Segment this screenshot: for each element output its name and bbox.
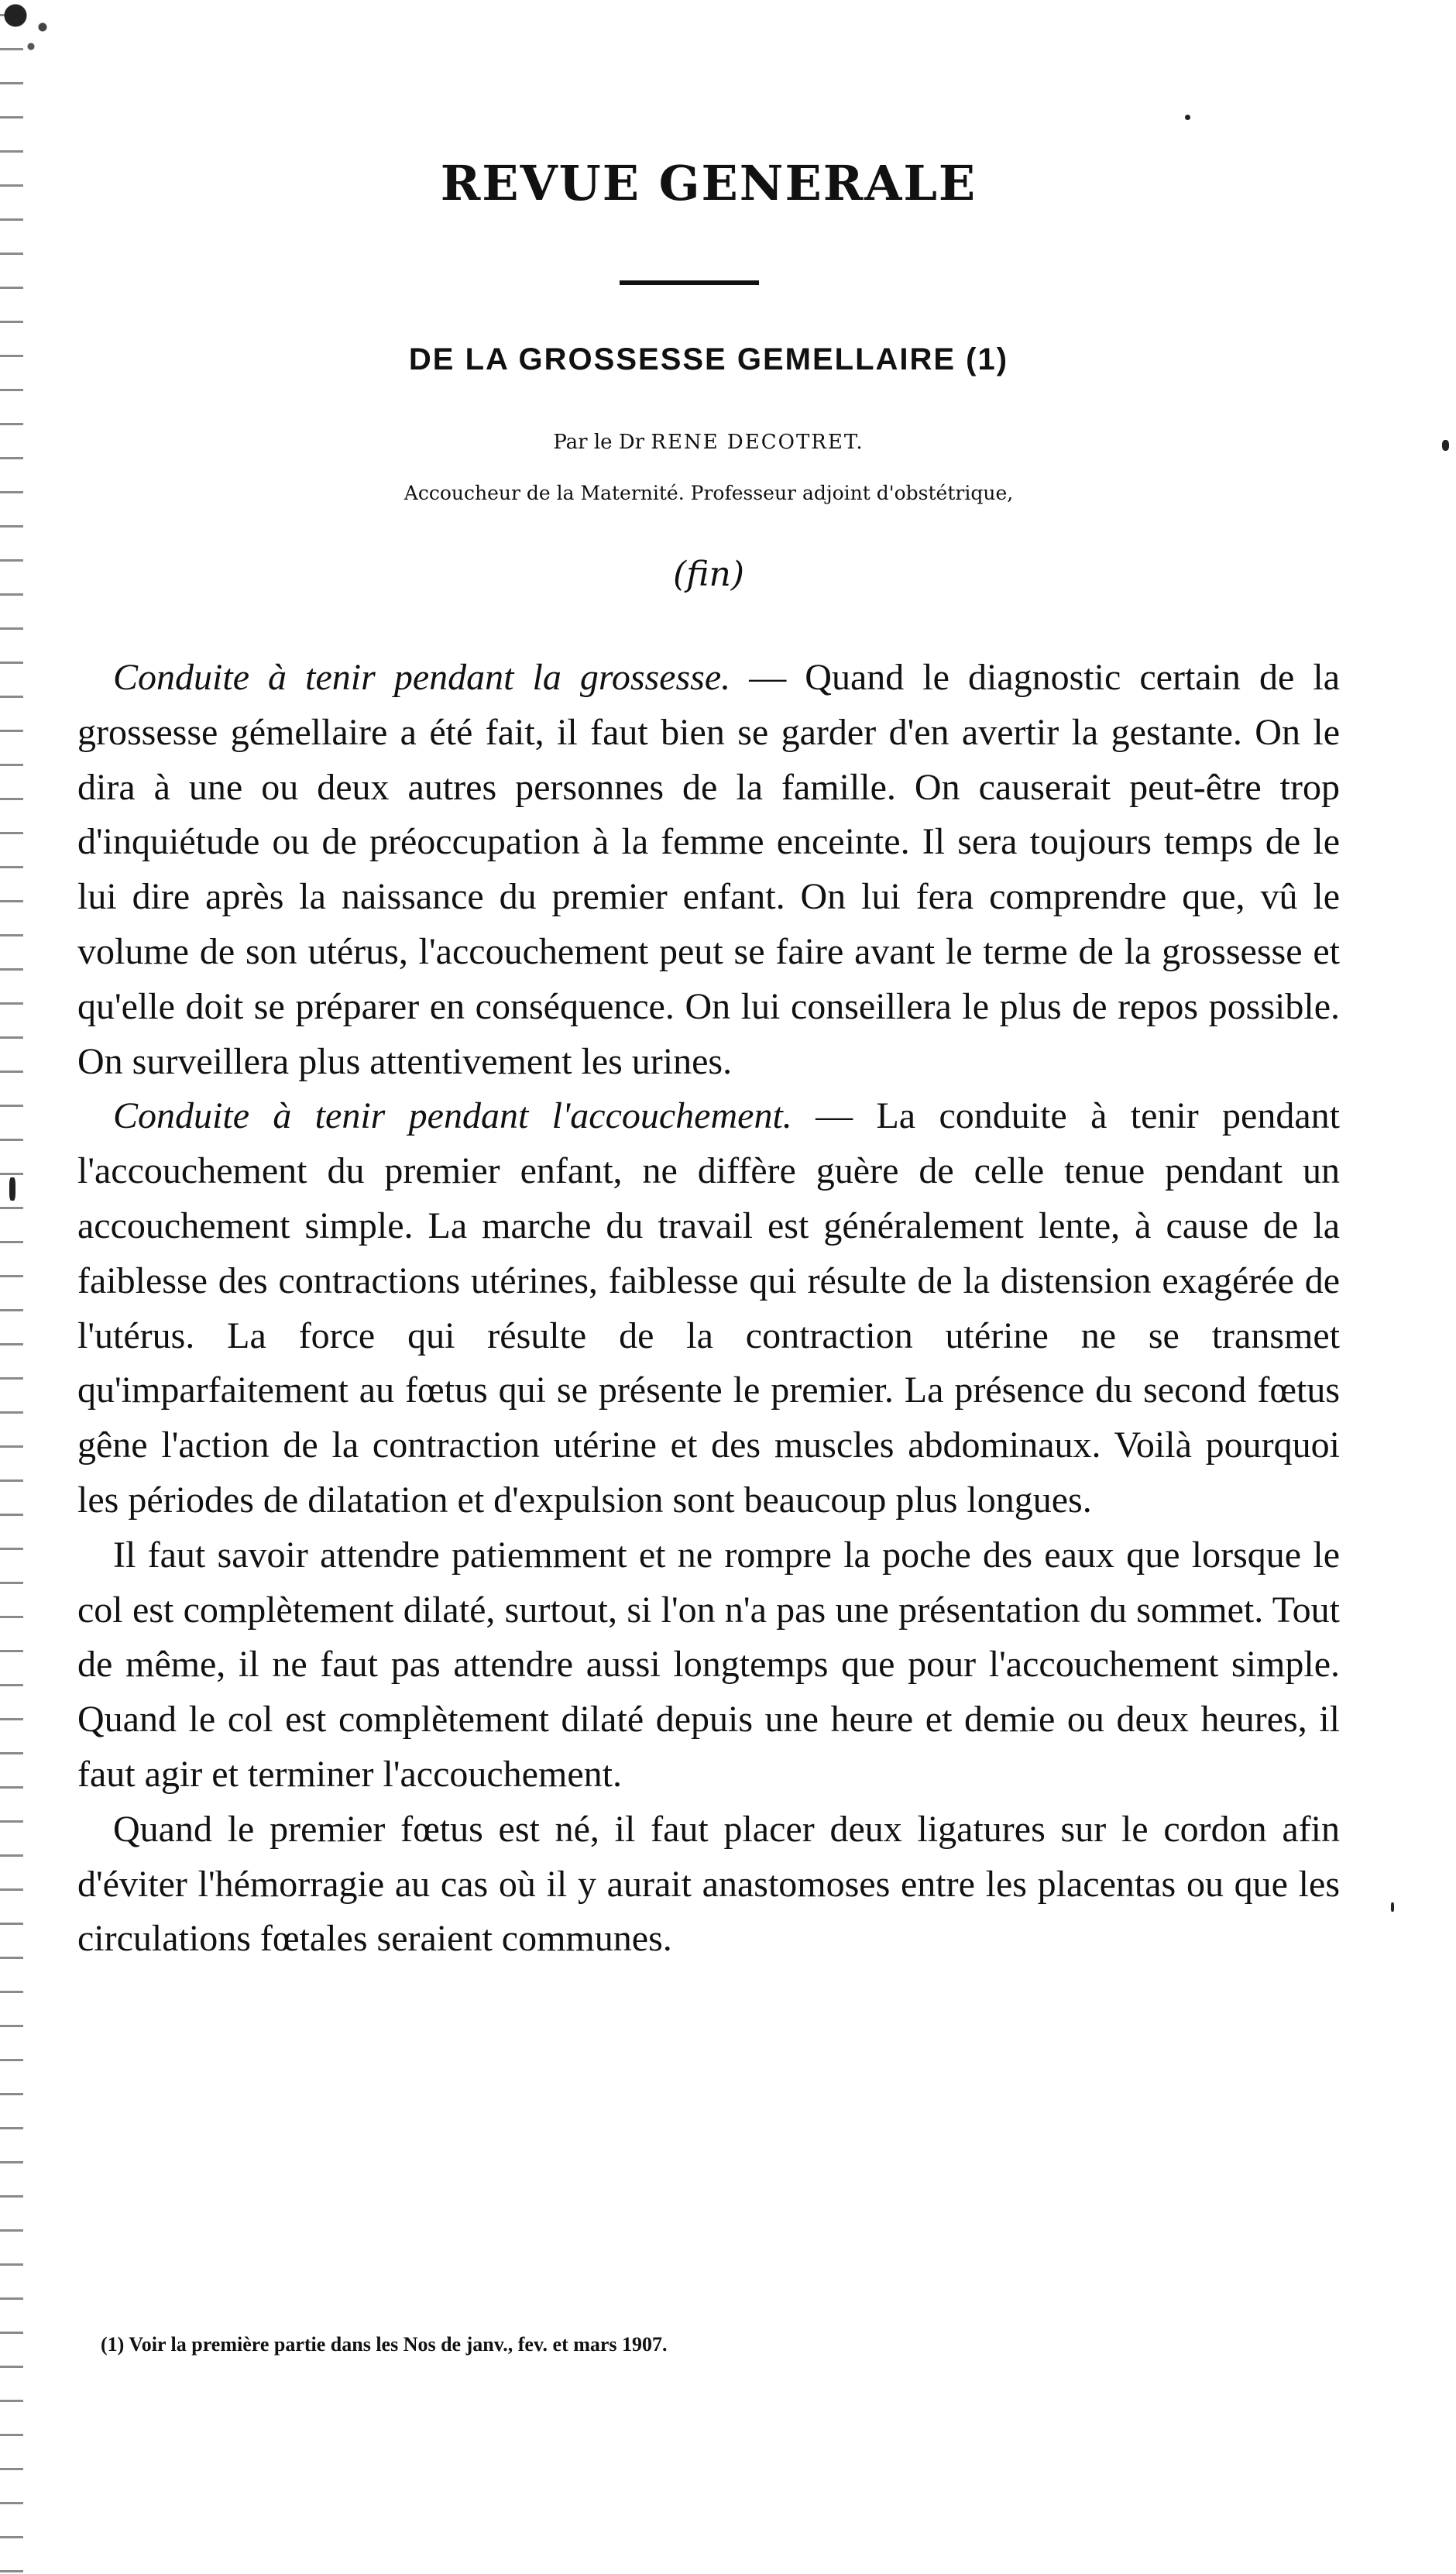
scan-corner-artifact (0, 0, 70, 70)
paragraph-waiting (77, 1528, 1340, 1802)
paragraph-pregnancy (77, 651, 1340, 1089)
paragraph-ligatures (77, 1802, 1340, 1967)
footnote: (1) Voir la première partie dans les Nos de janv., fev. et mars 1907. (101, 2333, 668, 2356)
scan-speck (1185, 115, 1190, 120)
continuation-marker (77, 555, 1340, 594)
section-heading-pregnancy: Conduite à tenir pendant la grossesse. (113, 657, 731, 698)
scan-speck (9, 1177, 15, 1201)
scan-edge-shadow (0, 0, 23, 2574)
paragraph-text: Il faut savoir attendre patiemment et ne rompre la poche des eaux que lorsque le col est complètement dilaté, surtout, si l'on n'a pas une présentation du sommet. Tout de même, il ne faut pas attendre aussi longtemps que pour l'accouchement simple. Quand le col est complètement dilaté depuis une heure et demie ou deux heures, il faut agir et terminer l'accouchement. (77, 1534, 1340, 1795)
paragraph-text: Quand le premier fœtus est né, il faut placer deux ligatures sur le cordon afin d'éviter l'hémorragie au cas où il y aurait anastomoses entre les placentas ou que les circulations fœtales seraient communes. (77, 1808, 1340, 1960)
section-heading-delivery: Conduite à tenir pendant l'accouchement. (113, 1095, 792, 1137)
article-title: DE LA GROSSESSE GEMELLAIRE (1) (408, 342, 1009, 376)
author-affiliation: Accoucheur de la Maternité. Professeur adjoint d'obstétrique, (403, 482, 1014, 504)
scan-speck (1391, 1902, 1394, 1912)
paragraph-delivery (77, 1089, 1340, 1528)
title-rule (620, 280, 759, 285)
paragraph-text: — Quand le diagnostic certain de la grossesse gémellaire a été fait, il faut bien se garder d'en avertir la gestante. On le dira à une ou deux autres personnes de la famille. On causerait peut-être trop d'inquiétude ou de préoccupation à la femme enceinte. Il sera toujours temps de le lui dire après la naissance du premier enfant. On lui fera comprendre que, vû le volume de son utérus, l'accouchement peut se faire avant le terme de la grossesse et qu'elle doit se préparer en conséquence. On lui conseillera le plus de repos possible. On surveillera plus attentivement les urines. (77, 657, 1340, 1082)
author-prefix: Par le Dr (553, 431, 645, 454)
author-line (77, 431, 1340, 454)
paragraph-text: — La conduite à tenir pendant l'accouchement du premier enfant, ne diffère guère de celle tenue pendant un accouchement simple. La marche du travail est généralement lente, à cause de la faiblesse des contractions utérines, faiblesse qui résulte de la distension exagérée de l'utérus. La force qui résulte de la contraction utérine ne se transmet qu'imparfaitement au fœtus qui se présente le premier. La présence du second fœtus gêne l'action de la contraction utérine et des muscles abdominaux. Voilà pourquoi les périodes de dilatation et d'expulsion sont beaucoup plus longues. (77, 1095, 1340, 1521)
continuation-text: (fin) (672, 555, 745, 594)
journal-page (77, 0, 1340, 2574)
revue-title: REVUE GENERALE (440, 155, 977, 211)
article-body (77, 651, 1340, 1967)
scan-speck (1442, 440, 1449, 451)
author-name: RENE DECOTRET. (651, 431, 864, 454)
